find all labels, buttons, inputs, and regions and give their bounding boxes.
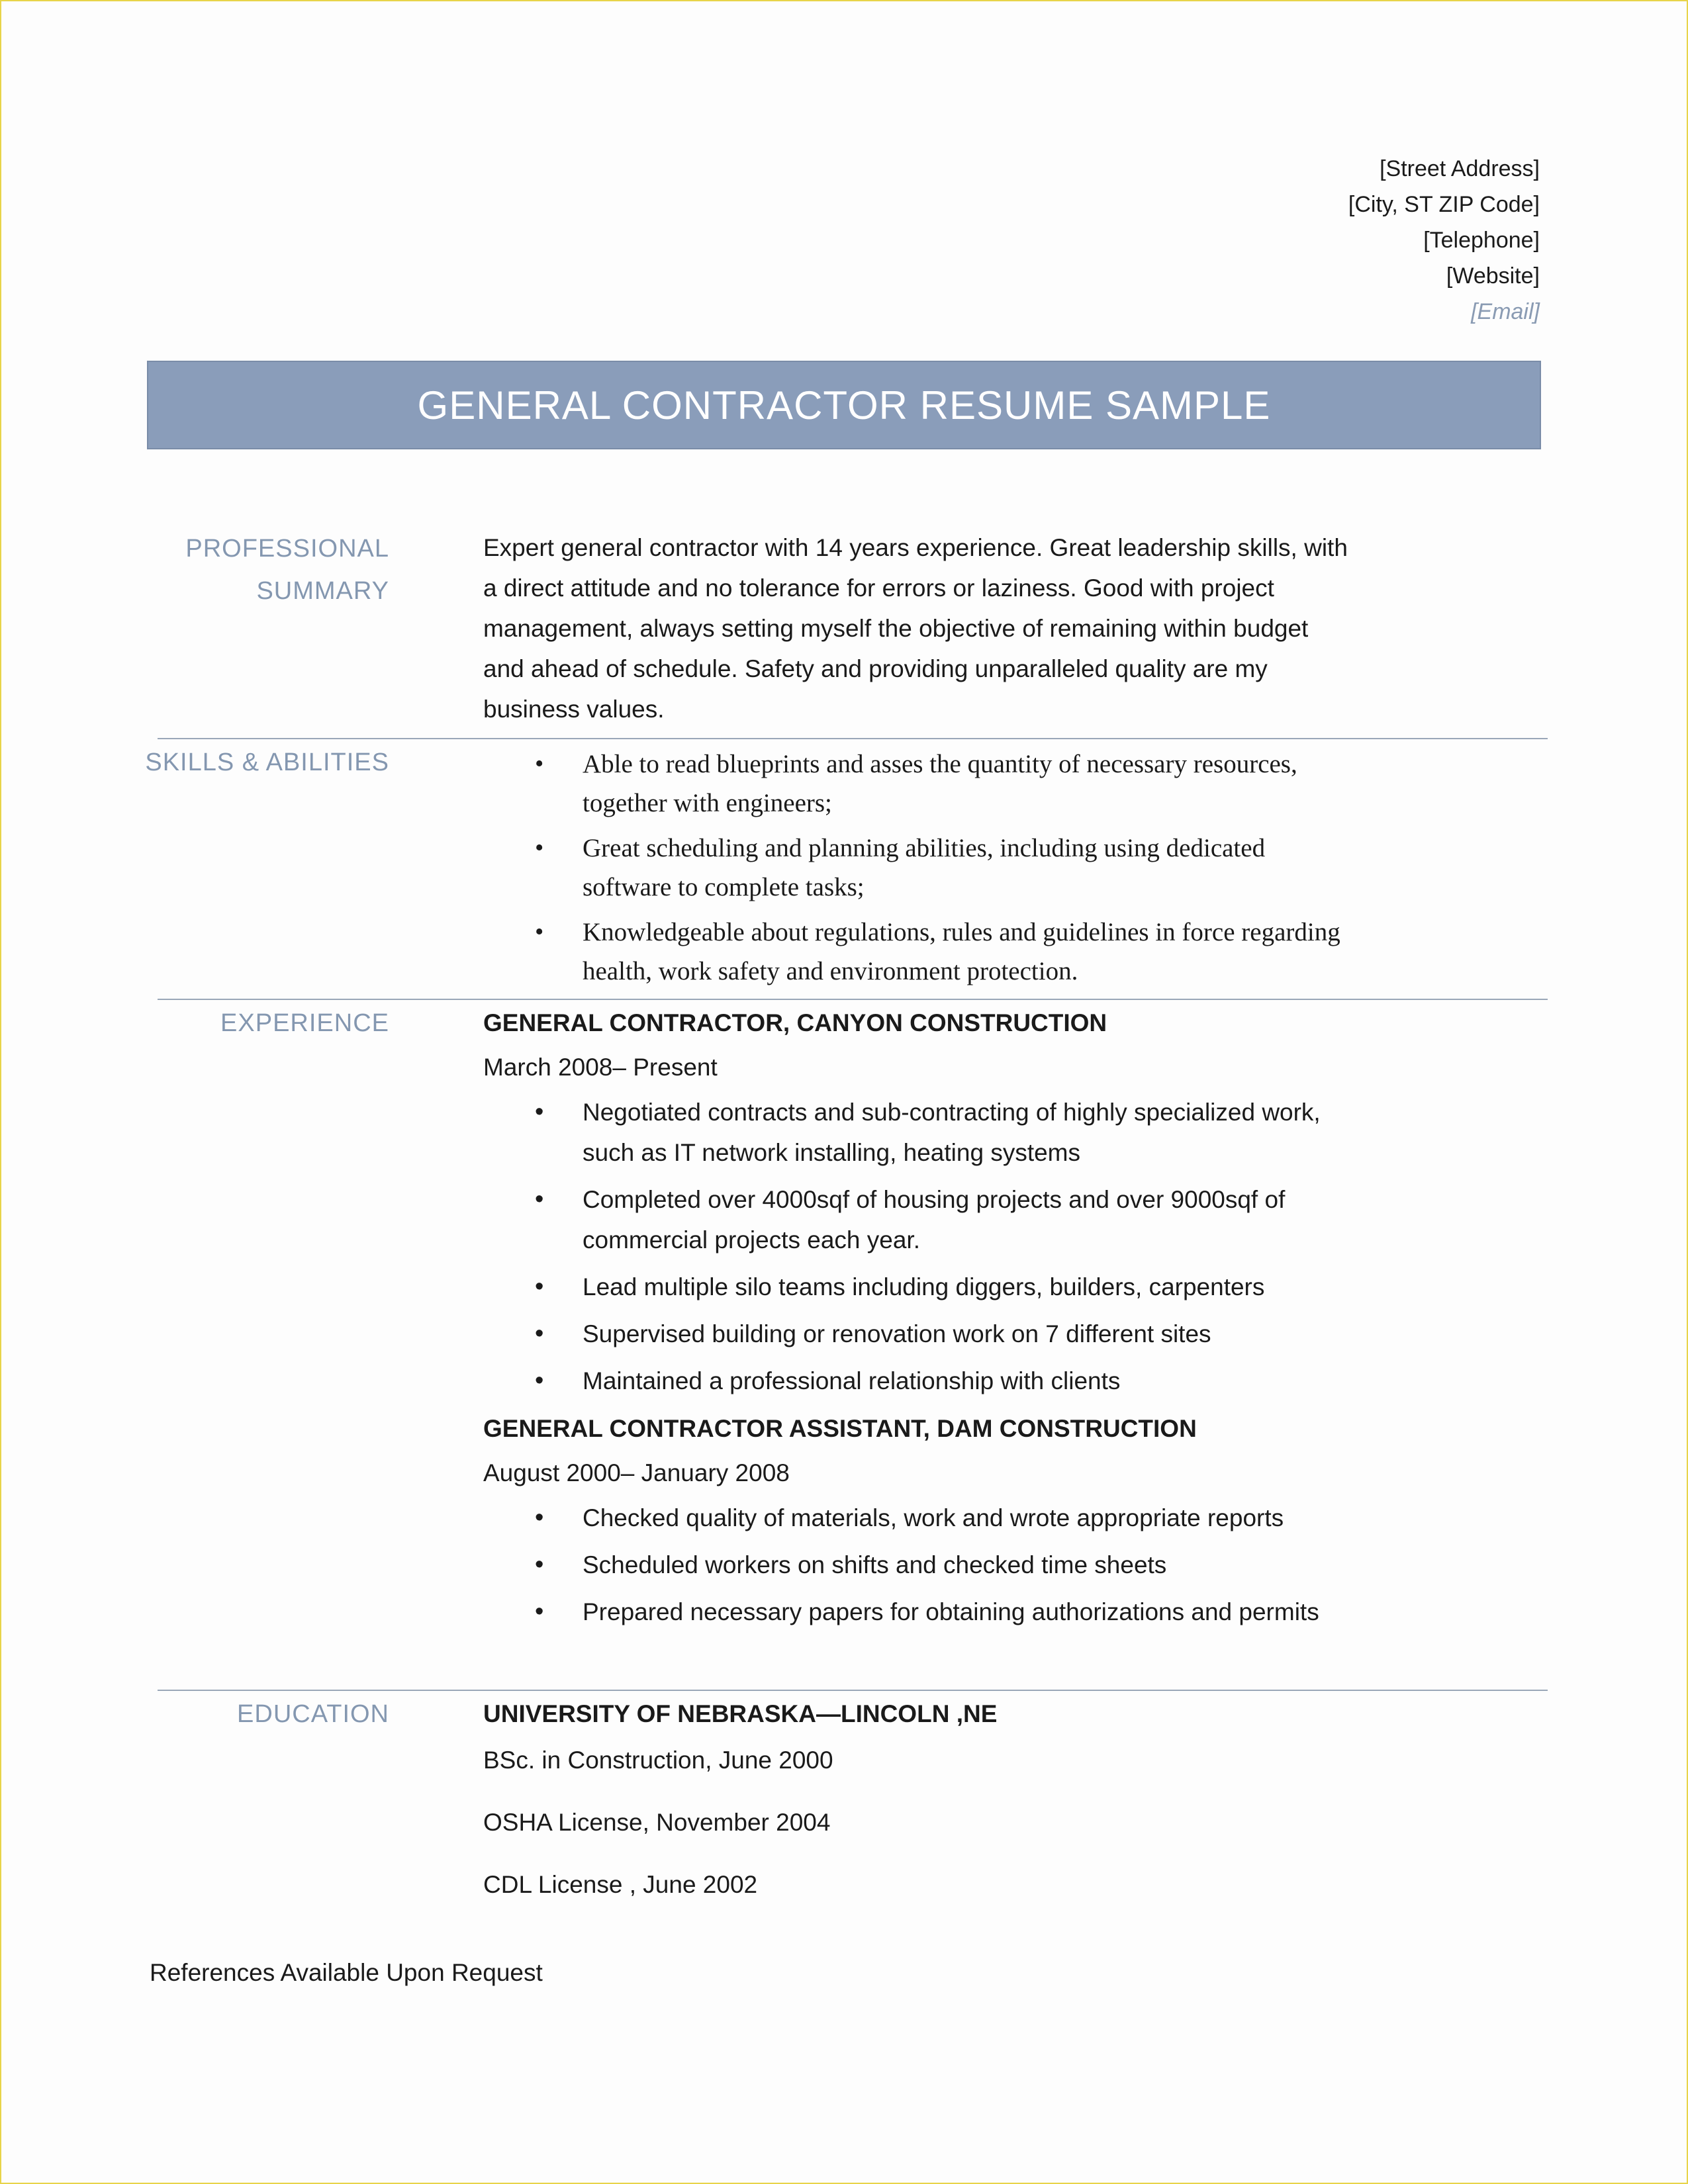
section-divider <box>158 999 1548 1000</box>
list-item: • Able to read blueprints and asses the quantity of necessary resources, together with engineers; <box>483 745 1350 823</box>
job-dates: August 2000– January 2008 <box>483 1459 790 1486</box>
telephone: [Telephone] <box>1423 228 1540 253</box>
list-item: • Scheduled workers on shifts and checked time sheets <box>483 1545 1350 1585</box>
list-item: • Knowledgeable about regulations, rules and guidelines in force regarding health, work safety and environment protection. <box>483 913 1350 991</box>
education-line: BSc. in Construction, June 2000 <box>483 1747 833 1774</box>
list-item: • Maintained a professional relationship with clients <box>483 1361 1350 1401</box>
section-divider <box>158 1690 1548 1691</box>
website: [Website] <box>1446 263 1540 289</box>
page-title: GENERAL CONTRACTOR RESUME SAMPLE <box>417 383 1271 428</box>
summary-text: Expert general contractor with 14 years experience. Great leadership skills, with a direct attitude and no tolerance for errors or laziness. Good with project management, always setting myself the objective of remaining within budget and ahead of schedule. Safety and providing unparalleled quality are my business values. <box>483 534 1348 723</box>
list-item: • Completed over 4000sqf of housing projects and over 9000sqf of commercial projects each year. <box>483 1179 1350 1260</box>
list-item: • Prepared necessary papers for obtaining authorizations and permits <box>483 1592 1350 1632</box>
education-line: CDL License , June 2002 <box>483 1871 758 1898</box>
job-title: GENERAL CONTRACTOR, CANYON CONSTRUCTION <box>483 1009 1107 1036</box>
list-item: • Checked quality of materials, work and wrote appropriate reports <box>483 1498 1350 1538</box>
school-name: UNIVERSITY OF NEBRASKA—LINCOLN ,NE <box>483 1700 998 1727</box>
list-item: • Negotiated contracts and sub-contracting of highly specialized work, such as IT network installing, heating systems <box>483 1092 1350 1173</box>
job-bullets <box>483 1092 1350 1401</box>
list-item: • Lead multiple silo teams including diggers, builders, carpenters <box>483 1267 1350 1307</box>
job-dates: March 2008– Present <box>483 1054 718 1081</box>
contact-block <box>1348 151 1540 330</box>
skills-list-container <box>483 745 1350 997</box>
summary-label <box>111 527 389 612</box>
skills-label: SKILLS & ABILITIES <box>145 749 389 776</box>
skills-list <box>483 745 1350 991</box>
title-banner <box>147 361 1541 449</box>
section-divider <box>158 738 1548 739</box>
education-label: EDUCATION <box>237 1700 389 1728</box>
experience-label: EXPERIENCE <box>220 1009 389 1037</box>
job-title: GENERAL CONTRACTOR ASSISTANT, DAM CONSTRUCTION <box>483 1415 1197 1442</box>
summary-label-line1: PROFESSIONAL <box>185 535 389 563</box>
summary-label-line2: SUMMARY <box>256 577 389 605</box>
education-line: OSHA License, November 2004 <box>483 1809 831 1836</box>
list-item: • Great scheduling and planning abilities, including using dedicated software to complete tasks; <box>483 829 1350 907</box>
city-state-zip: [City, ST ZIP Code] <box>1348 192 1540 217</box>
job-bullets <box>483 1498 1350 1632</box>
education-content <box>483 1693 1350 1926</box>
experience-content <box>483 1002 1350 1639</box>
email: [Email] <box>1471 299 1540 324</box>
street-address: [Street Address] <box>1380 156 1540 181</box>
references-note: References Available Upon Request <box>150 1959 543 1986</box>
list-item: • Supervised building or renovation work on 7 different sites <box>483 1314 1350 1354</box>
